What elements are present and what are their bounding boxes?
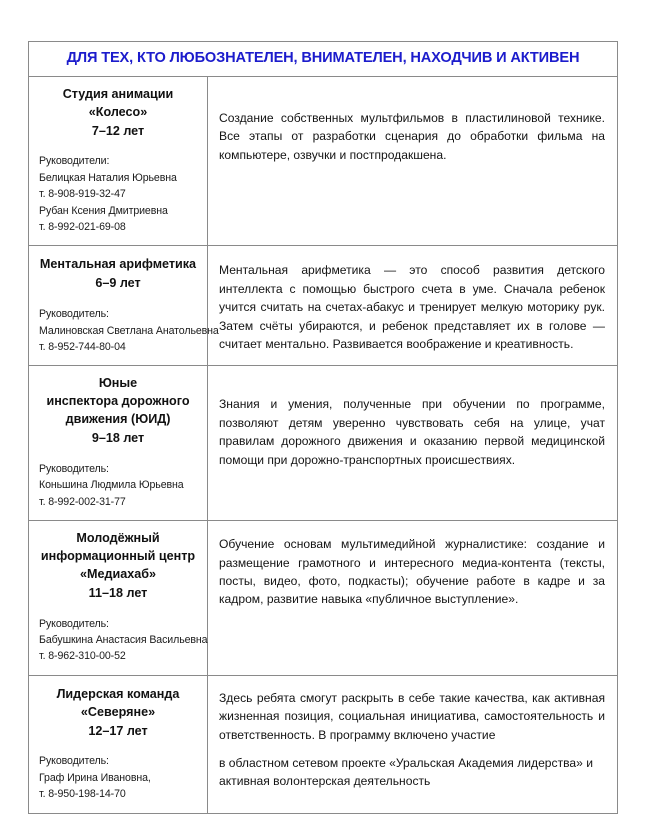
leader-phone: т. 8-908-919-32-47 xyxy=(39,188,126,201)
leaders-label: Руководители: xyxy=(39,155,110,168)
table-row xyxy=(29,675,618,813)
leader-name: Малиновская Светлана Анатольевна xyxy=(39,324,219,337)
program-age: 6–9 лет xyxy=(95,276,141,291)
table-row xyxy=(29,366,618,521)
leader-name: Бабушкина Анастасия Васильевна xyxy=(39,634,208,647)
leader-phone: т. 8-992-002-31-77 xyxy=(39,495,126,508)
leaders-label: Руководитель: xyxy=(39,308,109,321)
program-age: 11–18 лет xyxy=(88,585,148,600)
program-age: 7–12 лет xyxy=(91,123,145,138)
program-info-cell xyxy=(29,246,219,366)
header-cell xyxy=(29,42,618,77)
program-name-line1: Ментальная арифметика xyxy=(39,257,197,272)
leader-name: Граф Ирина Ивановна, xyxy=(39,771,151,784)
program-info-cell xyxy=(29,76,208,246)
program-age: 12–17 лет xyxy=(88,723,148,738)
program-info-cell xyxy=(29,675,208,813)
program-description-cell xyxy=(208,366,618,521)
leader-phone: т. 8-992-021-69-08 xyxy=(39,221,126,234)
program-name-line1: Студия анимации xyxy=(62,86,174,101)
program-info-cell xyxy=(29,521,208,676)
program-name-line1: Юные xyxy=(98,376,138,391)
program-info-cell xyxy=(29,366,208,521)
leaders-block xyxy=(39,461,197,510)
table-row xyxy=(29,521,618,676)
program-name-line1: Лидерская команда xyxy=(56,686,180,701)
program-description: Создание собственных мультфильмов в пластилиновой технике. Все этапы от разработки сценария до обработки фильма на компьютере, озвучки и постпродакшена. xyxy=(219,110,606,162)
table-row xyxy=(29,246,618,366)
leader-phone: т. 8-952-744-80-04 xyxy=(39,341,126,353)
page-title: ДЛЯ ТЕХ, КТО ЛЮБОЗНАТЕЛЕН, ВНИМАТЕЛЕН, НАХОДЧИВ И АКТИВЕН xyxy=(66,50,580,66)
program-name-line2: инспектора дорожного движения (ЮИД) xyxy=(46,394,190,427)
leaders-block xyxy=(39,616,208,665)
leaders-label: Руководитель: xyxy=(39,617,109,630)
program-description: Обучение основам мультимедийной журналистике: создание и размещение грамотного и интересного медиа-контента (тексты, посты, видео, фото, подкасты); обучение работе в кадре и за кадром, развитие навыка «публичное выступление». xyxy=(219,537,606,607)
program-description: Ментальная арифметика — это способ развития детского интеллекта с помощью быстрого счета в уме. Сначала ребенок учится считать на счетах-абакус и тренирует мелкую моторику рук. Затем счёты убираются, и ребенок представляет их в голове — считает ментально. Развивается воображение и креативность. xyxy=(219,263,606,351)
programs-table xyxy=(28,41,618,814)
leaders-label: Руководитель: xyxy=(39,462,109,475)
program-name-line2: «Колесо» xyxy=(88,104,148,119)
program-description-cell xyxy=(208,675,618,813)
program-name-line2: «Северяне» xyxy=(80,704,156,719)
leader-name: Коньшина Людмила Юрьевна xyxy=(39,479,184,492)
leaders-block xyxy=(39,306,219,355)
leaders-block xyxy=(39,753,197,802)
program-age: 9–18 лет xyxy=(91,431,145,446)
program-description-cell xyxy=(208,521,618,676)
leader-name: Рубан Ксения Дмитриевна xyxy=(39,204,168,217)
program-description-tail: в областном сетевом проекте «Уральская Академия лидерства» и активная волонтерская деятельность xyxy=(219,755,593,789)
program-name-line1: Молодёжный xyxy=(76,531,160,546)
program-name-line2: информационный центр «Медиахаб» xyxy=(40,549,196,581)
program-description-cell xyxy=(208,246,618,366)
leader-name: Белицкая Наталия Юрьевна xyxy=(39,171,177,184)
leader-phone: т. 8-950-198-14-70 xyxy=(39,788,126,801)
leaders-label: Руководитель: xyxy=(39,755,109,768)
leaders-block xyxy=(39,153,197,235)
program-description: Здесь ребята смогут раскрыть в себе такие качества, как активная жизненная позиция, социальная инициатива, самостоятельность и ответственность. В программу включено участие xyxy=(219,690,606,742)
table-row xyxy=(29,76,618,246)
program-description: Знания и умения, полученные при обучении по программе, позволяют детям уверенно чувствовать себя на улице, учат правилам дорожного движения и оказанию первой медицинской помощи при дорожно-транспортных происшествиях. xyxy=(219,397,606,467)
program-description-cell xyxy=(208,76,618,246)
table-header-row xyxy=(29,42,618,77)
leader-phone: т. 8-962-310-00-52 xyxy=(39,650,126,663)
